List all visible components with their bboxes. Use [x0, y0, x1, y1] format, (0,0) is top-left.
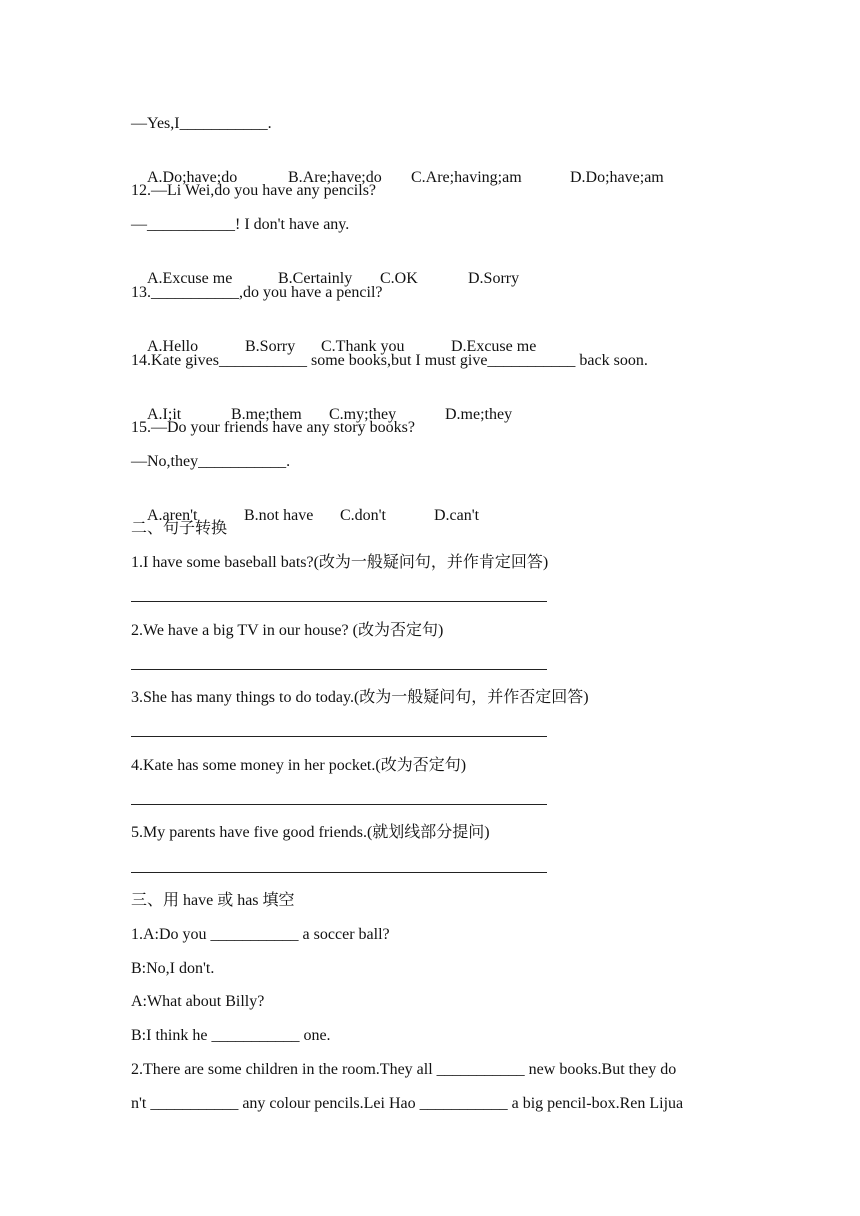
- fill-item-1-line-1: 1.A:Do you ___________ a soccer ball?: [131, 926, 390, 943]
- answer-line-1[interactable]: [131, 601, 547, 602]
- option-a: A.Excuse me: [147, 270, 233, 287]
- option-a: A.Do;have;do: [147, 169, 238, 186]
- answer-line-5[interactable]: [131, 872, 547, 873]
- option-a: A.I;it: [147, 406, 182, 423]
- transform-item-5: 5.My parents have five good friends.(就划线部分提问): [131, 824, 490, 841]
- fill-item-2-line-1: 2.There are some children in the room.They all ___________ new books.But they do: [131, 1061, 677, 1078]
- fill-item-2-line-2: n't ___________ any colour pencils.Lei Hao ___________ a big pencil-box.Ren Lijua: [131, 1095, 684, 1112]
- option-a: A.Hello: [147, 338, 199, 355]
- question-15: 15.—Do your friends have any story books?: [131, 419, 415, 436]
- answer-prompt-11: —Yes,I___________.: [131, 115, 272, 132]
- option-d: D.Excuse me: [451, 338, 537, 355]
- question-13: 13.___________,do you have a pencil?: [131, 284, 383, 301]
- answer-line-3[interactable]: [131, 736, 547, 737]
- option-c: C.Thank you: [321, 338, 405, 355]
- option-c: C.don't: [340, 507, 386, 524]
- option-d: D.can't: [434, 507, 480, 524]
- option-c: C.Are;having;am: [411, 169, 522, 186]
- option-d: D.Do;have;am: [570, 169, 664, 186]
- option-d: D.Sorry: [468, 270, 520, 287]
- question-12: 12.—Li Wei,do you have any pencils?: [131, 182, 377, 199]
- answer-line-2[interactable]: [131, 669, 547, 670]
- option-a: A.aren't: [147, 507, 198, 524]
- option-b: B.not have: [244, 507, 314, 524]
- option-c: C.OK: [380, 270, 418, 287]
- section-heading-3: 三、用 have 或 has 填空: [131, 892, 295, 909]
- fill-item-1-line-2: B:No,I don't.: [131, 960, 215, 977]
- transform-item-1: 1.I have some baseball bats?(改为一般疑问句，并作肯定回答): [131, 554, 549, 571]
- option-b: B.Sorry: [245, 338, 296, 355]
- transform-item-4: 4.Kate has some money in her pocket.(改为否定句): [131, 757, 467, 774]
- option-b: B.Are;have;do: [288, 169, 382, 186]
- transform-item-2: 2.We have a big TV in our house? (改为否定句): [131, 622, 444, 639]
- answer-line-4[interactable]: [131, 804, 547, 805]
- option-b: B.me;them: [231, 406, 302, 423]
- option-d: D.me;they: [445, 406, 513, 423]
- question-14: 14.Kate gives___________ some books,but I must give___________ back soon.: [131, 352, 648, 369]
- option-c: C.my;they: [329, 406, 397, 423]
- option-b: B.Certainly: [278, 270, 353, 287]
- answer-prompt-12: —___________! I don't have any.: [131, 216, 350, 233]
- transform-item-3: 3.She has many things to do today.(改为一般疑问句，并作否定回答): [131, 689, 589, 706]
- section-heading-2: 二、句子转换: [131, 520, 228, 537]
- fill-item-1-line-3: A:What about Billy?: [131, 993, 265, 1010]
- fill-item-1-line-4: B:I think he ___________ one.: [131, 1027, 331, 1044]
- answer-prompt-15: —No,they___________.: [131, 453, 291, 470]
